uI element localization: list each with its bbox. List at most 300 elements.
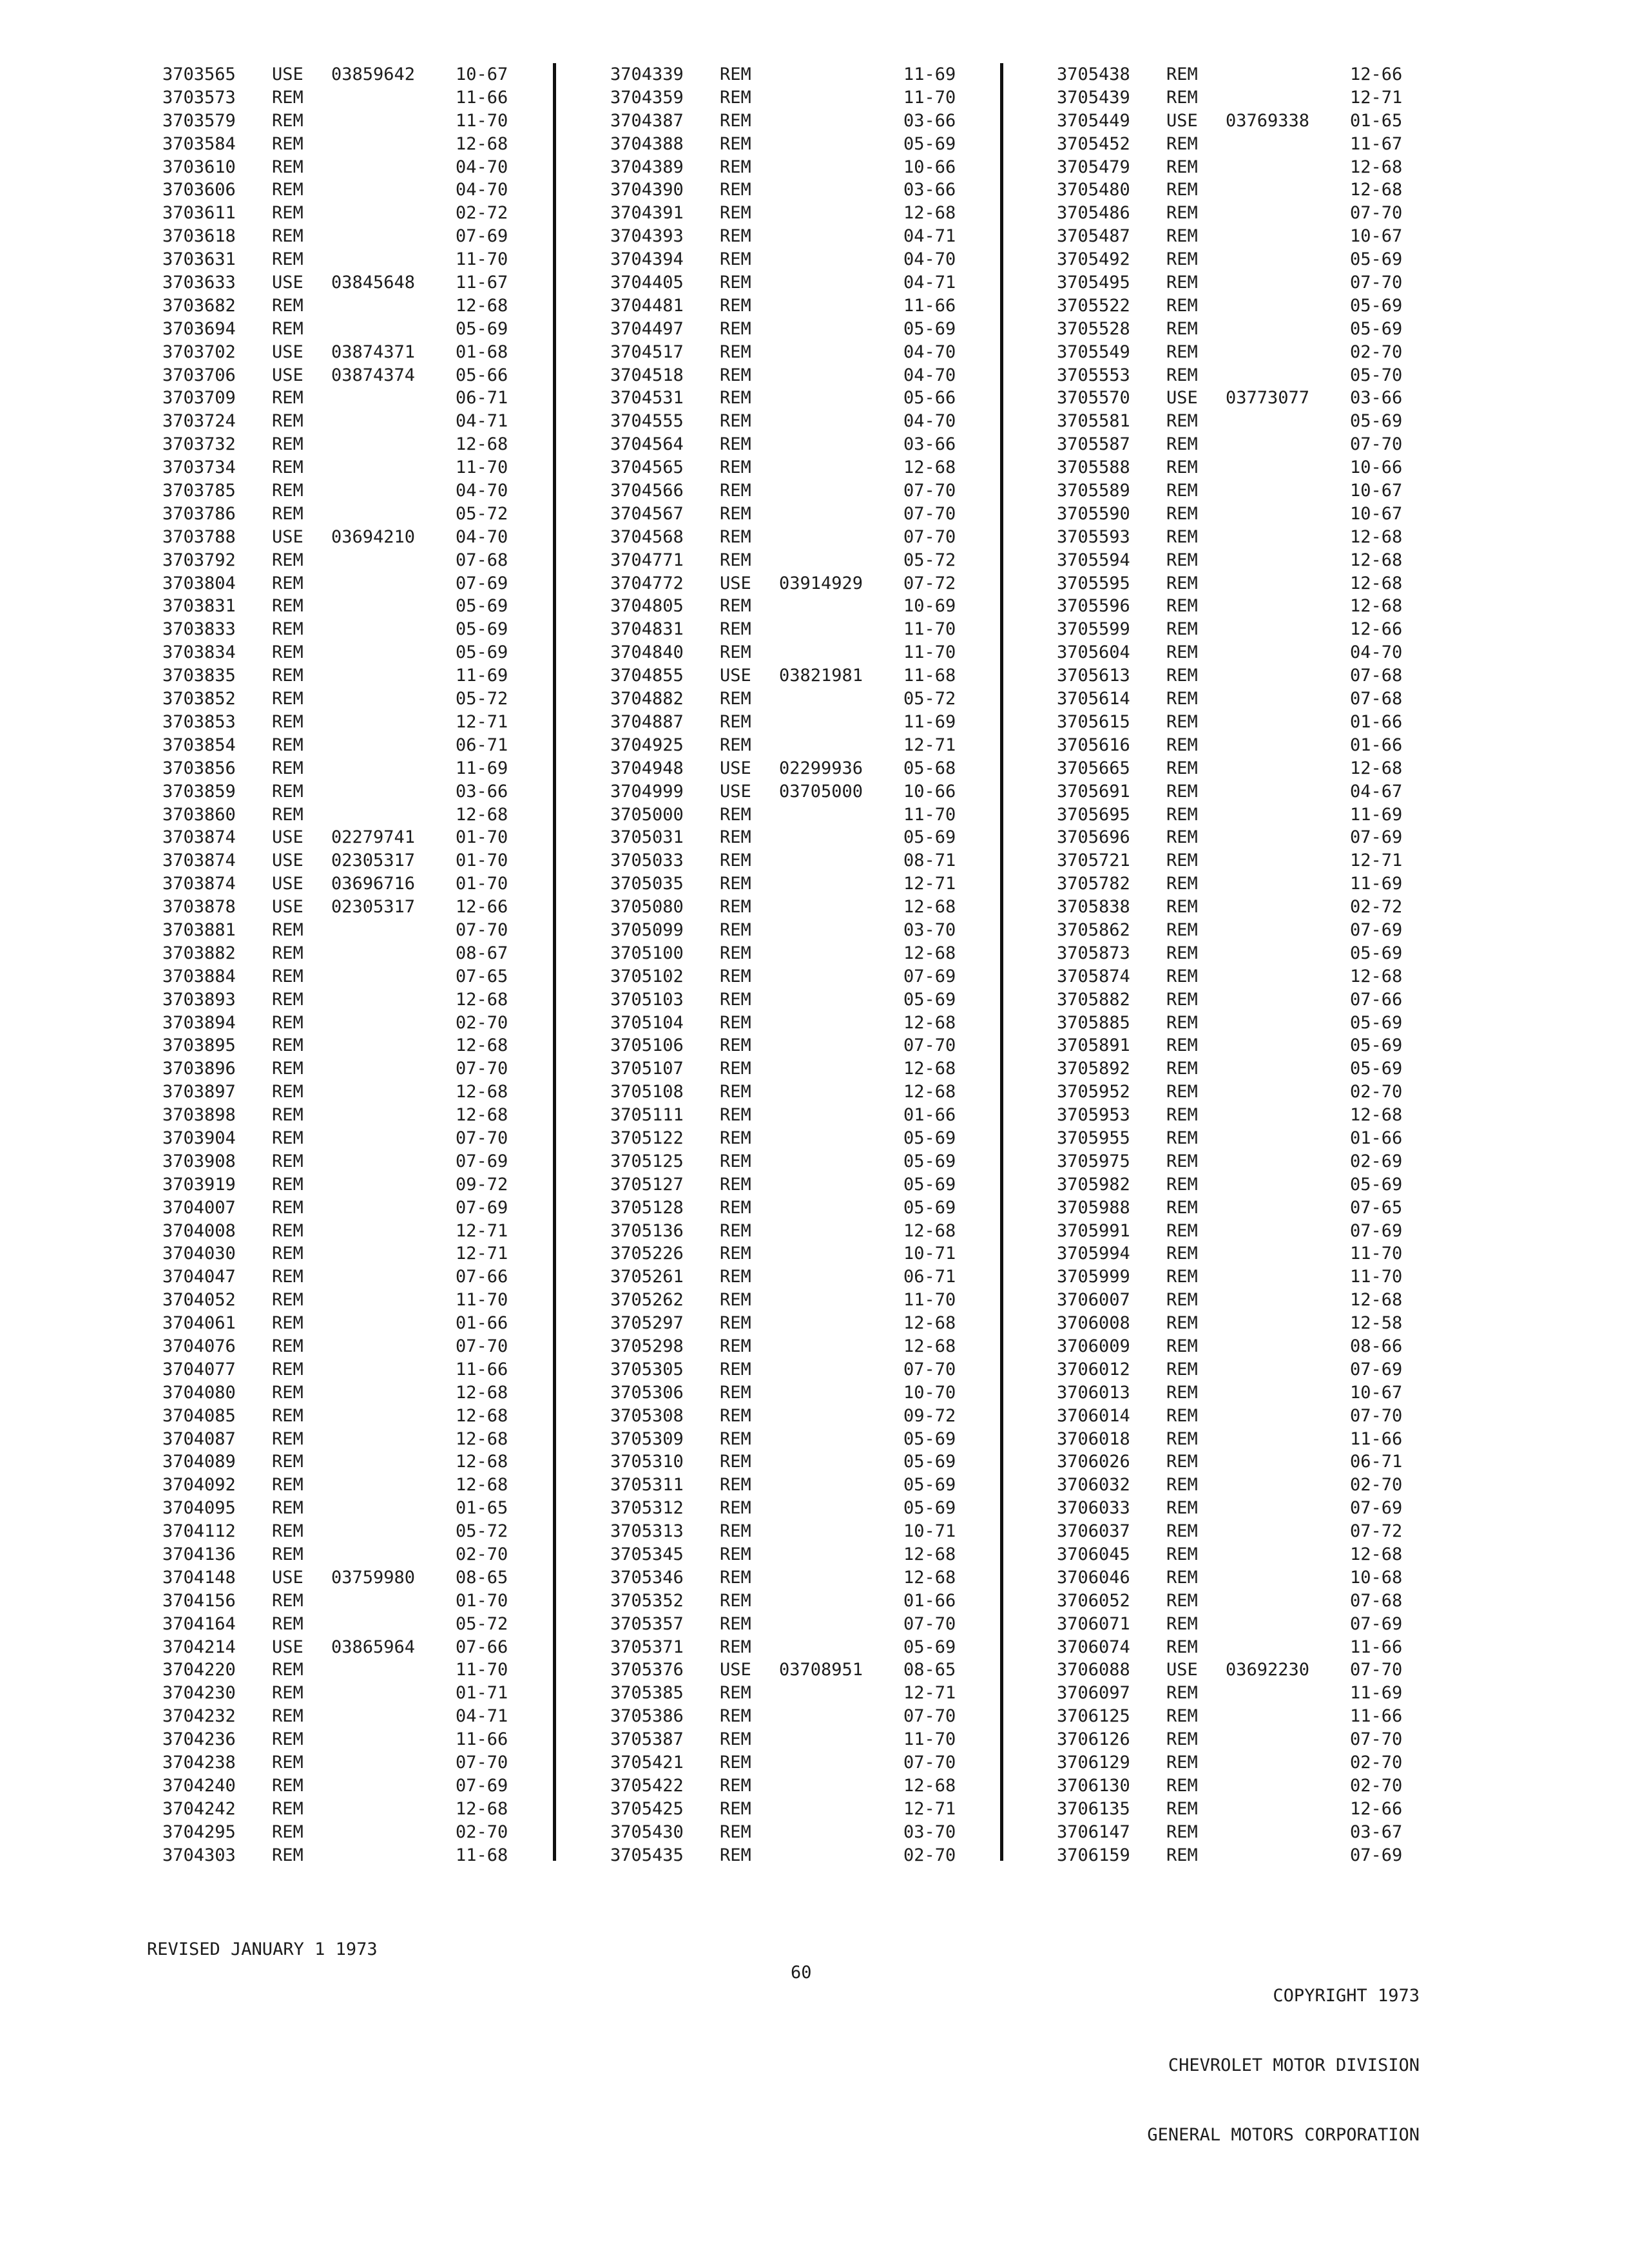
disposition-code: REM [272,481,304,501]
part-entry-row [162,1590,562,1613]
effective-date: 02-72 [1350,897,1403,918]
disposition-code: REM [720,1428,751,1449]
part-entry-row [162,341,562,364]
part-entry-row [1057,364,1456,387]
part-number: 3703788 [162,526,236,547]
disposition-code: REM [720,1775,751,1796]
part-entry-row [610,63,1010,86]
effective-date: 11-70 [903,1729,956,1750]
part-entry-row [162,1057,562,1081]
disposition-code: REM [1166,850,1198,871]
disposition-code: REM [1166,133,1198,154]
part-number: 3705952 [1057,1082,1130,1102]
disposition-code: REM [1166,1521,1198,1542]
disposition-code: REM [1166,273,1198,293]
part-entry-row [162,618,562,641]
replacement-part-number: 03773077 [1226,388,1310,408]
disposition-code: REM [1166,1706,1198,1727]
effective-date: 10-66 [1350,457,1403,478]
part-entry-row [610,988,1010,1012]
effective-date: 11-70 [456,1290,508,1311]
effective-date: 07-70 [903,1613,956,1634]
effective-date: 12-68 [903,457,956,478]
part-entry-row [1057,1590,1456,1613]
part-entry-row [162,1312,562,1335]
part-number: 3704238 [162,1753,236,1773]
disposition-code: REM [272,596,304,617]
part-number: 3703579 [162,110,236,131]
effective-date: 07-70 [1350,273,1403,293]
disposition-code: REM [1166,1544,1198,1564]
effective-date: 01-65 [456,1498,508,1519]
effective-date: 11-70 [903,642,956,663]
part-entry-row [1057,318,1456,341]
disposition-code: REM [1166,1405,1198,1426]
effective-date: 02-70 [1350,1082,1403,1102]
part-entry-row [1057,549,1456,572]
part-number: 3705102 [610,966,684,986]
part-entry-row [1057,711,1456,734]
disposition-code: REM [720,827,751,848]
part-number: 3703908 [162,1151,236,1171]
part-entry-row [610,618,1010,641]
effective-date: 12-68 [456,804,508,825]
part-number: 3704387 [610,110,684,131]
part-number: 3705955 [1057,1128,1130,1148]
part-number: 3703694 [162,318,236,339]
disposition-code: REM [720,249,751,270]
disposition-code: REM [272,781,304,802]
part-number: 3703709 [162,388,236,408]
disposition-code: REM [1166,1359,1198,1379]
effective-date: 05-69 [1350,1174,1403,1195]
effective-date: 12-71 [456,711,508,732]
disposition-code: REM [1166,642,1198,663]
replacement-part-number: 03914929 [779,573,863,593]
disposition-code: REM [720,526,751,547]
disposition-code: REM [272,966,304,986]
part-entry-row [1057,387,1456,410]
effective-date: 12-66 [1350,64,1403,84]
effective-date: 03-66 [456,781,508,802]
part-entry-row [162,1428,562,1451]
effective-date: 05-69 [903,1498,956,1519]
part-entry-row [610,1774,1010,1798]
part-number: 3706037 [1057,1521,1130,1542]
disposition-code: REM [720,226,751,247]
part-entry-row [610,572,1010,595]
replacement-part-number: 03845648 [331,273,416,293]
column-divider [553,63,556,1861]
effective-date: 10-70 [903,1382,956,1403]
effective-date: 10-66 [903,157,956,177]
effective-date: 02-70 [456,1544,508,1564]
disposition-code: REM [720,642,751,663]
part-number: 3705386 [610,1706,684,1727]
part-entry-row [610,687,1010,711]
part-number: 3703786 [162,503,236,524]
part-entry-row [1057,202,1456,225]
part-number: 3704882 [610,689,684,709]
part-entry-row [610,734,1010,757]
effective-date: 04-70 [456,526,508,547]
disposition-code: REM [720,341,751,362]
part-number: 3704232 [162,1706,236,1727]
effective-date: 05-69 [903,1475,956,1495]
part-number: 3704052 [162,1290,236,1311]
disposition-code: REM [720,689,751,709]
replacement-part-number: 03874371 [331,341,416,362]
part-entry-row [610,896,1010,919]
part-number: 3703682 [162,295,236,316]
part-number: 3704948 [610,758,684,778]
part-number: 3705590 [1057,503,1130,524]
part-number: 3705975 [1057,1151,1130,1171]
column-divider [1000,63,1003,1861]
part-entry-row [1057,225,1456,248]
part-number: 3705892 [1057,1059,1130,1079]
part-number: 3706088 [1057,1660,1130,1680]
part-entry-row [610,1682,1010,1705]
part-entry-row [1057,803,1456,827]
disposition-code: REM [720,1590,751,1611]
effective-date: 12-68 [1350,1105,1403,1126]
part-entry-row [1057,734,1456,757]
part-entry-row [610,965,1010,988]
effective-date: 11-70 [456,457,508,478]
disposition-code: REM [272,1267,304,1287]
part-number: 3705988 [1057,1197,1130,1218]
effective-date: 04-70 [456,157,508,177]
part-entry-row [610,1728,1010,1751]
part-number: 3705885 [1057,1012,1130,1033]
part-number: 3705613 [1057,666,1130,686]
disposition-code: REM [272,1544,304,1564]
part-number: 3705665 [1057,758,1130,778]
effective-date: 05-69 [903,318,956,339]
disposition-code: REM [720,1706,751,1727]
part-number: 3706135 [1057,1798,1130,1819]
effective-date: 01-66 [456,1313,508,1334]
part-number: 3705080 [610,897,684,918]
part-number: 3706012 [1057,1359,1130,1379]
part-entry-row [1057,1034,1456,1057]
part-number: 3705305 [610,1359,684,1379]
part-number: 3704236 [162,1729,236,1750]
part-entry-row [610,248,1010,271]
part-entry-row [610,1150,1010,1173]
part-number: 3705486 [1057,203,1130,224]
part-number: 3705387 [610,1729,684,1750]
part-entry-row [162,318,562,341]
part-entry-row [162,1405,562,1428]
effective-date: 12-66 [1350,619,1403,640]
effective-date: 05-72 [903,550,956,570]
part-entry-row [610,410,1010,433]
part-number: 3706074 [1057,1637,1130,1657]
part-number: 3705522 [1057,295,1130,316]
part-entry-row [162,271,562,294]
part-number: 3703897 [162,1082,236,1102]
part-entry-row [162,1751,562,1774]
effective-date: 07-68 [456,550,508,570]
part-entry-row [610,503,1010,526]
disposition-code: REM [1166,226,1198,247]
disposition-code: REM [720,365,751,385]
part-entry-row [1057,1613,1456,1636]
disposition-code: REM [272,1521,304,1542]
part-number: 3704497 [610,318,684,339]
part-number: 3705862 [1057,919,1130,940]
effective-date: 11-66 [456,1729,508,1750]
disposition-code: REM [272,1174,304,1195]
part-number: 3706147 [1057,1821,1130,1842]
effective-date: 12-68 [456,1082,508,1102]
effective-date: 12-71 [903,1683,956,1704]
part-number: 3704242 [162,1798,236,1819]
part-entry-row [162,1150,562,1173]
part-number: 3704214 [162,1637,236,1657]
part-entry-row [610,826,1010,849]
disposition-code: REM [1166,596,1198,617]
part-number: 3703584 [162,133,236,154]
part-entry-row [1057,1658,1456,1682]
replacement-part-number: 03865964 [331,1637,416,1657]
effective-date: 02-69 [1350,1151,1403,1171]
part-number: 3705122 [610,1128,684,1148]
effective-date: 07-66 [456,1637,508,1657]
part-entry-row [1057,86,1456,110]
effective-date: 07-69 [456,573,508,593]
disposition-code: REM [720,180,751,200]
disposition-code: USE [1166,388,1198,408]
part-number: 3703884 [162,966,236,986]
effective-date: 05-69 [1350,1059,1403,1079]
part-entry-row [1057,1150,1456,1173]
part-number: 3705310 [610,1452,684,1472]
part-number: 3704164 [162,1613,236,1634]
part-number: 3704136 [162,1544,236,1564]
part-entry-row [162,1381,562,1405]
part-entry-row [1057,988,1456,1012]
disposition-code: REM [1166,735,1198,755]
effective-date: 02-70 [1350,1753,1403,1773]
part-number: 3705345 [610,1544,684,1564]
part-entry-row [162,156,562,179]
part-number: 3705570 [1057,388,1130,408]
part-entry-row [162,526,562,549]
disposition-code: REM [272,943,304,963]
effective-date: 07-70 [903,1359,956,1379]
part-number: 3704030 [162,1244,236,1264]
effective-date: 07-69 [456,1151,508,1171]
part-entry-row [162,1774,562,1798]
part-number: 3705994 [1057,1244,1130,1264]
part-entry-row [610,364,1010,387]
part-number: 3704517 [610,341,684,362]
replacement-part-number: 03874374 [331,365,416,385]
effective-date: 12-68 [456,989,508,1010]
effective-date: 12-68 [1350,550,1403,570]
part-number: 3705721 [1057,850,1130,871]
part-number: 3703732 [162,434,236,455]
effective-date: 07-66 [1350,989,1403,1010]
disposition-code: REM [272,1382,304,1403]
part-entry-row [162,1196,562,1220]
disposition-code: REM [272,1012,304,1033]
effective-date: 12-68 [903,1544,956,1564]
disposition-code: REM [272,1729,304,1750]
effective-date: 12-71 [1350,87,1403,108]
part-entry-row [162,942,562,965]
disposition-code: REM [720,318,751,339]
part-entry-row [610,456,1010,479]
effective-date: 07-70 [456,1128,508,1148]
effective-date: 12-68 [903,1336,956,1356]
part-number: 3705371 [610,1637,684,1657]
part-number: 3705435 [610,1845,684,1865]
effective-date: 01-66 [1350,735,1403,755]
part-entry-row [162,178,562,202]
effective-date: 12-68 [903,1567,956,1588]
effective-date: 08-65 [456,1567,508,1588]
effective-date: 05-69 [903,989,956,1010]
disposition-code: REM [272,642,304,663]
disposition-code: REM [272,1220,304,1241]
disposition-code: REM [720,1313,751,1334]
effective-date: 11-69 [1350,1683,1403,1704]
effective-date: 12-68 [456,295,508,316]
part-entry-row [610,757,1010,780]
part-entry-row [610,1081,1010,1104]
part-number: 3705103 [610,989,684,1010]
effective-date: 03-70 [903,919,956,940]
part-entry-row [162,849,562,872]
part-number: 3705309 [610,1428,684,1449]
effective-date: 07-70 [1350,1729,1403,1750]
part-entry-row [1057,757,1456,780]
effective-date: 12-68 [456,1428,508,1449]
effective-date: 02-70 [903,1845,956,1865]
effective-date: 05-69 [903,1452,956,1472]
disposition-code: REM [720,1290,751,1311]
part-entry-row [162,1081,562,1104]
part-number: 3706071 [1057,1613,1130,1634]
part-entry-row [162,1520,562,1543]
part-entry-row [610,1381,1010,1405]
disposition-code: REM [1166,203,1198,224]
disposition-code: REM [1166,1151,1198,1171]
part-entry-row [162,1335,562,1358]
part-entry-row [1057,433,1456,456]
effective-date: 06-71 [456,735,508,755]
effective-date: 05-72 [456,1521,508,1542]
part-number: 3703881 [162,919,236,940]
effective-date: 11-69 [456,666,508,686]
part-entry-row [1057,1312,1456,1335]
effective-date: 05-69 [1350,295,1403,316]
effective-date: 11-66 [456,1359,508,1379]
effective-date: 11-69 [903,711,956,732]
part-entry-row [610,1173,1010,1196]
disposition-code: REM [720,1613,751,1634]
part-number: 3703792 [162,550,236,570]
effective-date: 11-69 [1350,804,1403,825]
disposition-code: REM [1166,919,1198,940]
part-entry-row [610,1405,1010,1428]
disposition-code: REM [272,388,304,408]
effective-date: 12-68 [456,133,508,154]
effective-date: 05-72 [456,689,508,709]
part-number: 3705492 [1057,249,1130,270]
part-entry-row [610,849,1010,872]
part-entry-row [1057,1705,1456,1728]
part-number: 3704391 [610,203,684,224]
effective-date: 07-65 [456,966,508,986]
effective-date: 07-69 [1350,1220,1403,1241]
disposition-code: REM [272,735,304,755]
part-number: 3703856 [162,758,236,778]
effective-date: 01-65 [1350,110,1403,131]
part-entry-row [1057,942,1456,965]
part-number: 3704080 [162,1382,236,1403]
disposition-code: REM [720,1197,751,1218]
effective-date: 11-66 [903,295,956,316]
part-number: 3705553 [1057,365,1130,385]
effective-date: 07-65 [1350,1197,1403,1218]
part-number: 3703706 [162,365,236,385]
disposition-code: REM [720,481,751,501]
part-number: 3703611 [162,203,236,224]
part-entry-row [162,965,562,988]
disposition-code: REM [720,919,751,940]
part-number: 3705313 [610,1521,684,1542]
effective-date: 11-66 [1350,1706,1403,1727]
part-number: 3703896 [162,1059,236,1079]
disposition-code: REM [1166,711,1198,732]
part-number: 3705604 [1057,642,1130,663]
part-entry-row [1057,526,1456,549]
part-number: 3704565 [610,457,684,478]
part-number: 3704087 [162,1428,236,1449]
disposition-code: REM [720,110,751,131]
effective-date: 11-70 [456,249,508,270]
disposition-code: REM [272,1683,304,1704]
part-entry-row [162,549,562,572]
part-entry-row [610,1658,1010,1682]
disposition-code: REM [720,503,751,524]
part-entry-row [1057,872,1456,896]
part-number: 3703919 [162,1174,236,1195]
disposition-code: USE [272,64,304,84]
disposition-code: REM [1166,943,1198,963]
part-number: 3705439 [1057,87,1130,108]
part-entry-row [610,178,1010,202]
disposition-code: REM [720,1637,751,1657]
effective-date: 07-70 [1350,1660,1403,1680]
effective-date: 11-70 [456,110,508,131]
part-number: 3705261 [610,1267,684,1287]
effective-date: 02-70 [1350,1475,1403,1495]
effective-date: 07-69 [456,1775,508,1796]
copyright-line: CHEVROLET MOTOR DIVISION [1168,2055,1420,2075]
effective-date: 07-68 [1350,689,1403,709]
part-entry-row [610,1034,1010,1057]
part-entry-row [610,1821,1010,1844]
disposition-code: REM [272,87,304,108]
part-entry-row [1057,1682,1456,1705]
effective-date: 07-70 [456,1336,508,1356]
